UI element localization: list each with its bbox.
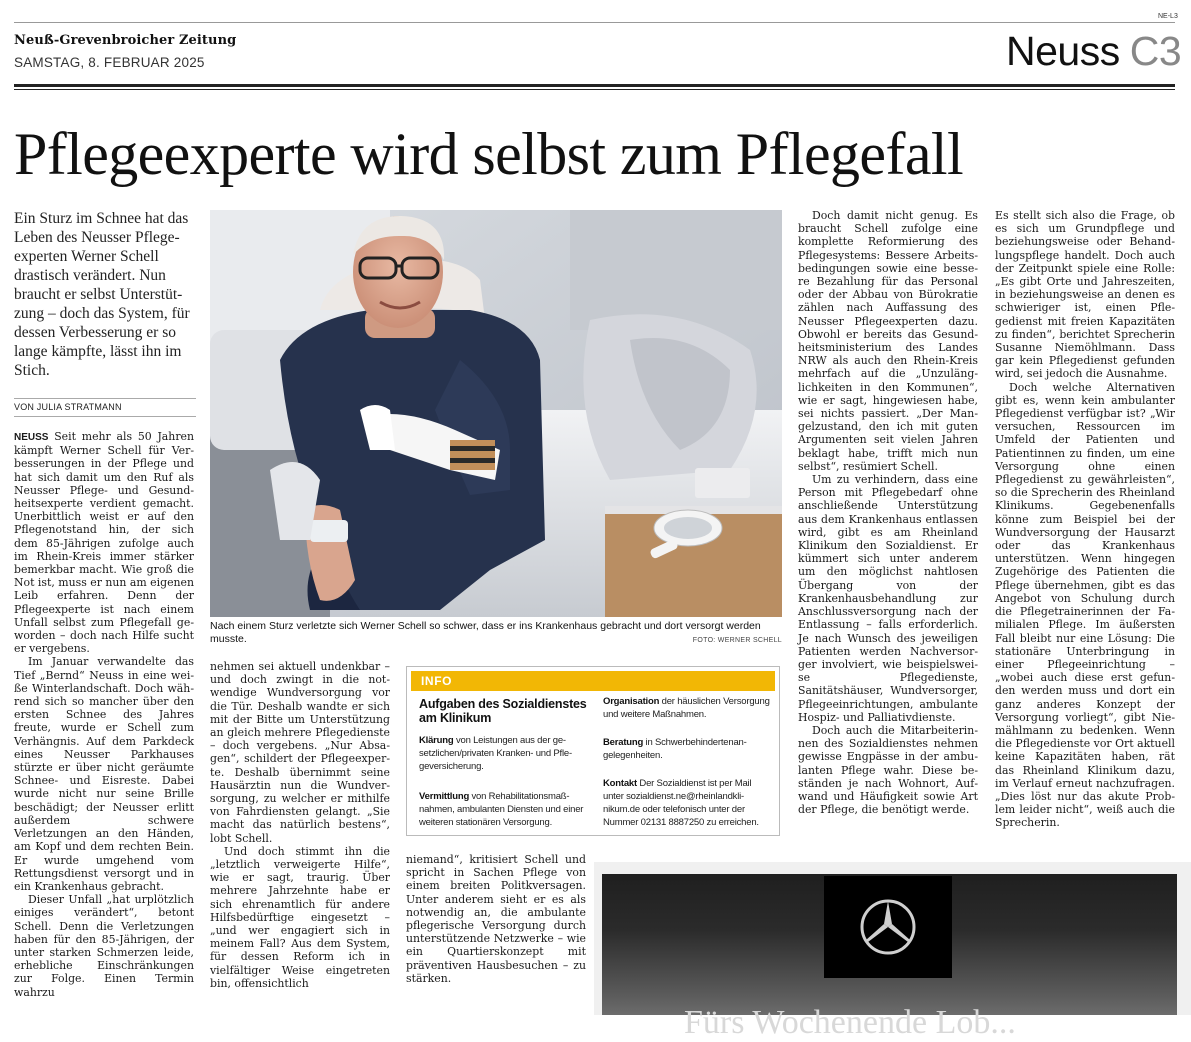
article-column-3	[406, 853, 586, 985]
info-item-term: Vermittlung	[419, 791, 470, 802]
article-lead: Ein Sturz im Schnee hat das Leben des Neusser Pflegeexperten Werner Schell drastisch verändert. Nun braucht er selbst Unterstützung – doch das System, für dessen Verbesserung er so lange kämpfte, lässt ihn im Stich.	[14, 210, 190, 379]
article-headline: Pflegeexperte wird selbst zum Pflegefall	[14, 121, 964, 187]
info-box-label: INFO	[421, 674, 453, 688]
byline-rule	[14, 398, 196, 399]
advertisement[interactable]	[594, 862, 1191, 1041]
info-item-kontakt	[603, 777, 773, 829]
info-item-text: Der Sozialdienst ist per Mail unter sozialdienst.ne@rheinlandklinikum.de oder telefonisch unter der Nummer 02131 8887250 zu erreichen.	[603, 778, 759, 828]
info-item-text: in Schwerbehindertenangelegenheiten.	[603, 737, 747, 761]
masthead-rule-thick	[14, 84, 1175, 87]
info-item-text: der häuslichen Versorgung und weitere Maßnahmen.	[603, 696, 770, 720]
photo-credit: FOTO: WERNER SCHELL	[692, 637, 782, 644]
photo-caption: Nach einem Sturz verletzte sich Werner Schell so schwer, dass er ins Krankenhaus gebracht und dort versorgt werden musste.	[210, 620, 761, 645]
mercedes-logo	[824, 876, 952, 978]
col1-paragraph-2: Im Januar verwandelte das Tief „Bernd“ Neuss in eine weiße Winterlandschaft. Doch während sich so mancher über den ersten Schnee des Jahres freute, wurde er Schell zum Verhängnis. Auf dem Parkdeck eines Neusser Parkhauses stürzte er über nicht geräumte Schnee- und Eisreste. Dabei wurde nicht nur seine Brille beschädigt; der Neusser erlitt außerdem schwere Verletzungen an den Händen, am Kopf und dem rechten Bein. Er wurde umgehend vom Rettungsdienst versorgt und in ein Krankenhaus gebracht.	[14, 655, 194, 893]
info-item-beratung	[603, 736, 773, 762]
article-byline: VON JULIA STRATMANN	[14, 402, 122, 412]
dateline: NEUSS	[14, 432, 49, 443]
issue-date: SAMSTAG, 8. FEBRUAR 2025	[14, 55, 205, 70]
info-item-text: von Rehabilitationsmaßnahmen, ambulanten Diensten und einer weiteren stationären Versorgung.	[419, 791, 584, 828]
article-column-5	[995, 209, 1175, 830]
info-item-term: Beratung	[603, 737, 644, 748]
col2-paragraph-1: nehmen sei aktuell undenkbar – und doch zwingt in die notwendige Wundversorgung vor die Tür. Deshalb wandte er sich mit der Bitte um Unterstützung an gleich mehrere Pflegedienste – doch vergebens. „Nur Absagen“, schildert der Pflegeexperte. Deshalb übernimmt seine Hausärztin nun die Wundversorgung, zu welcher er mithilfe von Fahrdiensten gelangt. „Sie macht das natürlich bestens“, lobt Schell.	[210, 660, 390, 845]
masthead-rule-thin	[14, 89, 1175, 90]
info-item-klaerung	[419, 734, 599, 773]
page-code: NE-L3	[1158, 13, 1178, 20]
col2-paragraph-2: Und doch stimmt ihn die „letztlich verweigerte Hilfe“, wie er sagt, traurig. Über mehrere Jahrzehnte habe er sich ehrenamtlich für andere Hilfsbedürftige eingesetzt – „und wer engagiert sich in meinem Fall? Aus dem System, für dessen Reform ich in vielfältiger Weise eingetreten bin, offensichtlich	[210, 844, 390, 990]
ad-slogan: Fürs Wochenende Lob...	[684, 1004, 1016, 1041]
advertisement-banner[interactable]	[602, 874, 1177, 1041]
info-box	[406, 666, 780, 836]
info-item-term: Klärung	[419, 735, 454, 746]
col5-paragraph-1: Es stellt sich also die Frage, ob es sich um Grundpflege und beziehungsweise oder Behandlungspflege handelt. Doch auch der Zeitpunkt spiele eine Rolle: „Es gibt Orte und Jahreszeiten, in beziehungsweise an denen es schwieriger ist, einen Pflegedienst mit freien Kapazitäten zu finden“, berichtet Sprecherin Susanne Niemöhlmann. Dass gar kein Pflegedienst gefunden wird, sei jedoch die Ausnahme.	[995, 209, 1175, 381]
col5-paragraph-2: Doch welche Alternativen gibt es, wenn kein ambulanter Pflegedienst verfügbar ist? „Wir versuchen, Ressourcen im Umfeld der Patienten und Patientinnen zu finden, um eine Versorgung ohne einen Pflegedienst zu gewährleisten“, so die Sprecherin des Rheinland Klinikums. Gegebenenfalls könne zum Beispiel bei der Wundversorgung der Hausarzt oder das Krankenhaus unterstützen. Wenn hingegen Zugehörige des Patienten die Pflege übernehmen, gibt es das Angebot von Schulung durch die Pflegetrainerinnen der Familialen Pflege. Im äußersten Fall bleibt nur eine Lösung: Die stationäre Unterbringung in einer Pflegeeinrichtung – „wobei auch diese erst gefunden werden muss und dort ein ganz anderes Konzept der Versorgung vorliegt“, gibt Niemählmann zu bedenken. Wenn die Pflegedienste vor Ort aktuell keine Kapazitäten haben, rät das Rheinland Klinikum dazu, im Verlauf erneut nachzufragen. „Dies löst nur das akute Problem leider nicht“, weiß auch die Sprecherin.	[995, 380, 1175, 830]
col3-paragraph-1: niemand“, kritisiert Schell und spricht in Sachen Pflege von einem breiten Politkversagen. Unter anderem sieht er es als notwendig an, die ambulante pflegerische Versorgung durch unterstützende Netzwerke – wie ein Quartierskonzept mit präventiven Hausbesuchen – zu stärken.	[406, 853, 586, 985]
hospital-photo-illustration	[210, 210, 782, 617]
article-column-4	[798, 209, 978, 816]
info-box-title: Aufgaben des Sozialdienstes am Klinikum	[419, 697, 587, 725]
section-heading	[1006, 28, 1181, 75]
info-item-term: Organisation	[603, 696, 660, 707]
section-name: Neuss	[1006, 28, 1120, 74]
article-column-2	[210, 660, 390, 990]
info-item-vermittlung	[419, 790, 599, 829]
article-photo	[210, 210, 782, 617]
article-column-1	[14, 430, 194, 999]
byline-rule-bottom	[14, 416, 196, 417]
info-box-header	[411, 671, 775, 691]
newspaper-name: Neuß-Grevenbroicher Zeitung	[14, 33, 237, 48]
page-number: C3	[1129, 28, 1182, 74]
info-item-term: Kontakt	[603, 778, 637, 789]
col1-paragraph-1: Seit mehr als 50 Jahren kämpft Werner Schell für Verbesserungen in der Pflege und hat sich damit um den Ruf als Neusser Pflege- und Gesundheitsexperte verdient gemacht. Unerbittlich weist er auf den Pflegenotstand hin, der sich dem 85-Jährigen zufolge auch im Rhein-Kreis immer stärker bemerkbar macht. Wie groß die Not ist, muss er nun am eigenen Leib erfahren. Denn der Pflegeexperte ist nach einem Unfall selbst zum Pflegefall geworden – doch nach Hilfe sucht er vergebens.	[14, 430, 194, 656]
info-item-organisation	[603, 695, 773, 721]
info-item-text: von Leistungen aus der gesetzlichen/privaten Kranken- und Pflegeversicherung.	[419, 735, 573, 772]
col4-paragraph-2: Um zu verhindern, dass eine Person mit Pflegebedarf ohne anschließende Unterstützung aus dem Krankenhaus entlassen wird, gibt es am Rheinland Klinikum den Sozialdienst. Er kümmert sich unter anderem um den möglichst nahtlosen Übergang von der Krankenhausbehandlung zur Anschlussversorgung nach der Entlassung – falls erforderlich. Je nach Wunsch des jeweiligen Patienten werden Nachversorger involviert, wie beispielsweise Pflegedienste, Sanitätshäuser, Wundversorger, Pflegeeinrichtungen, ambulante Hospiz- und Palliativdienste.	[798, 473, 978, 724]
col4-paragraph-3: Doch auch die Mitarbeiterinnen des Sozialdienstes nehmen gewisse Engpässe in der ambulanten Pflege wahr. Diese beständen je nach Wohnort, Aufwand und Häufigkeit sowie Art der Pflege, die benötigt werde.	[798, 723, 978, 817]
star-logo-icon	[824, 876, 952, 978]
col4-paragraph-1: Doch damit nicht genug. Es braucht Schell zufolge eine komplette Reformierung des Pflegesystems: Bessere Arbeitsbedingungen sowie eine bessere Bezahlung für das Personal oder der Abbau von Bürokratie zählen nach Auffassung des Neusser Pflegeexperten dazu. Obwohl er bereits das Gesundheitsministerium des Landes NRW als auch den Rhein-Kreis mehrfach auf die „Unzulänglichkeiten in den Kommunen“, wie er sagt, hingewiesen habe, sei nichts passiert. „Der Mangelzustand, den ich mit guten Argumenten seit vielen Jahren beklagt habe, trifft mich nun selbst“, resümiert Schell.	[798, 209, 978, 473]
col1-paragraph-3: Dieser Unfall „hat urplötzlich einiges verändert“, betont Schell. Denn die Verletzungen haben für den 85-Jährigen, der unter starken Schmerzen leide, erhebliche Einschränkungen zur Folge. Einen Termin wahrzu	[14, 893, 194, 999]
top-rule	[14, 22, 1175, 23]
